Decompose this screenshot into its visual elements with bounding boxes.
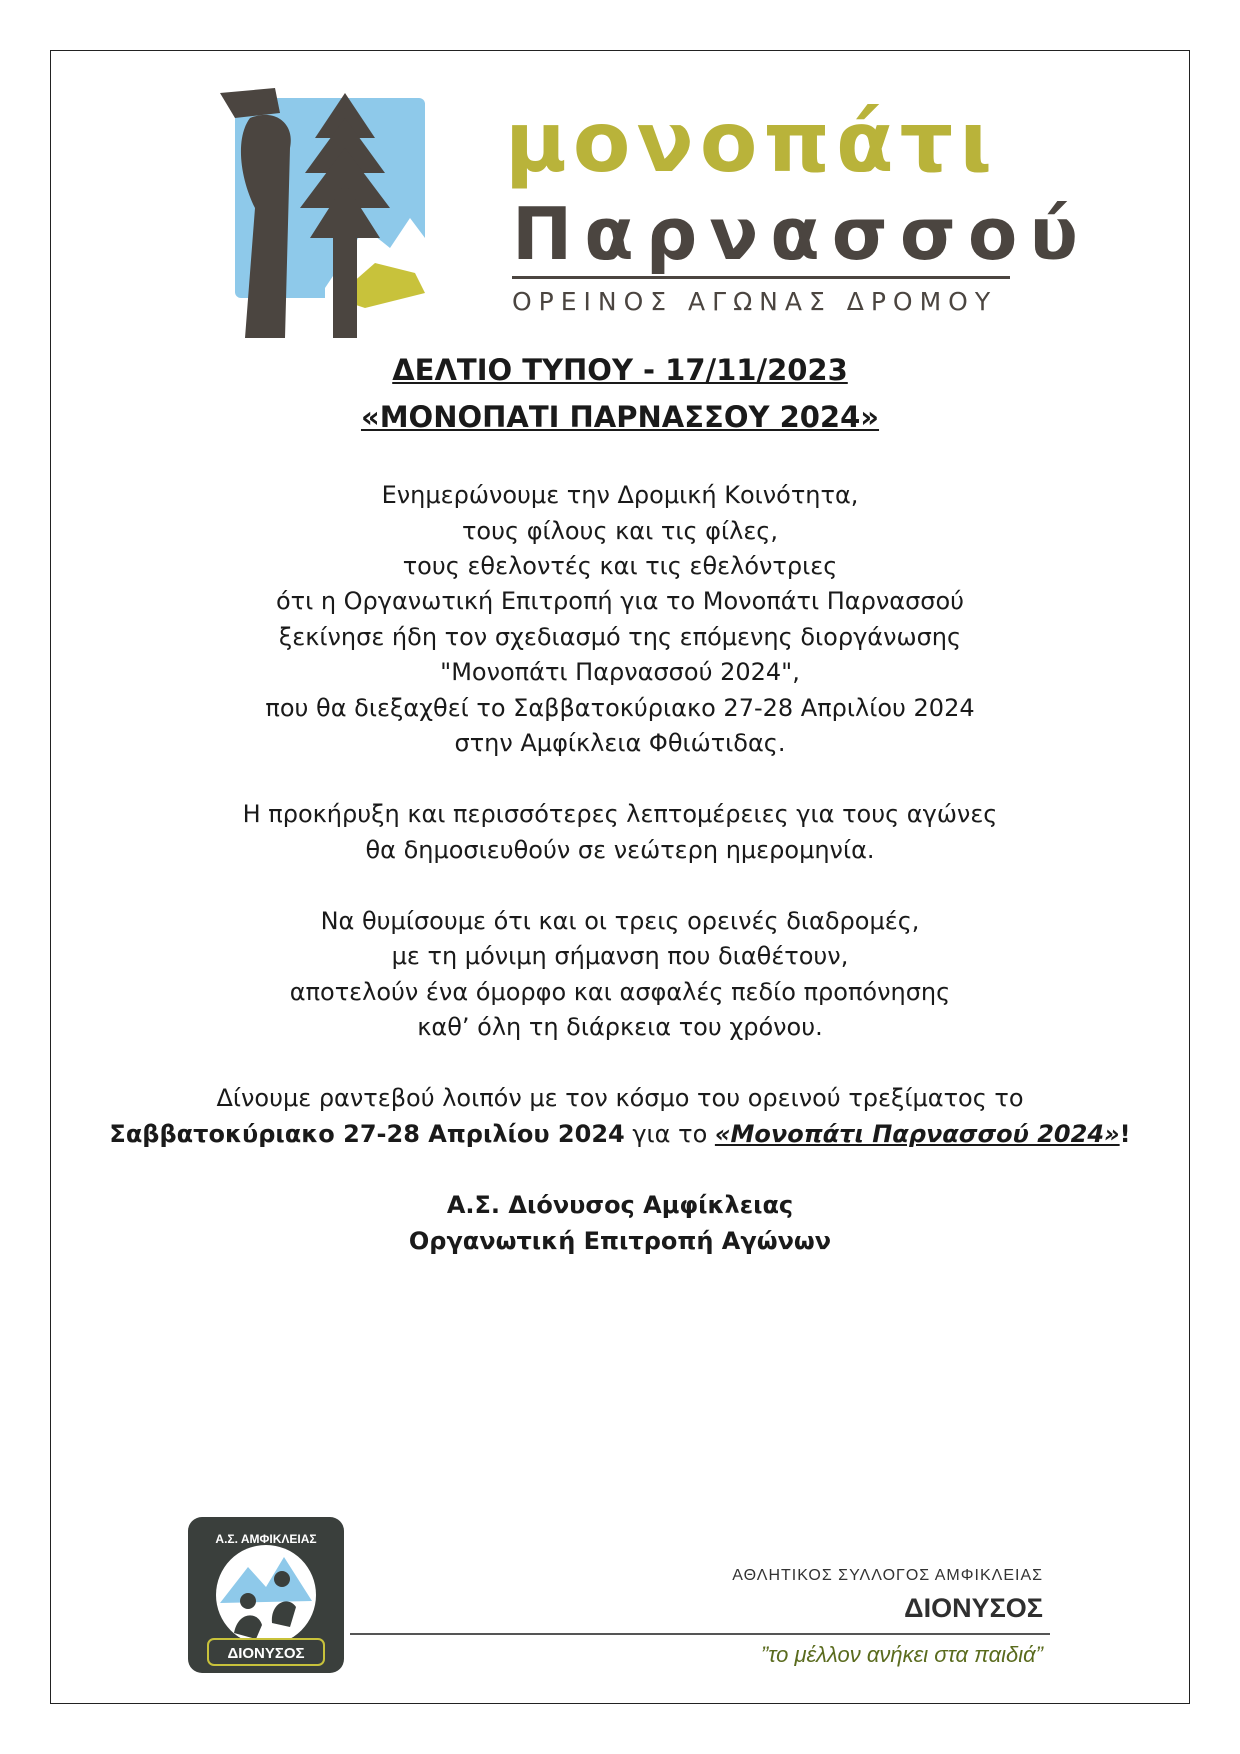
paragraph-line: στην Αμφίκλεια Φθιώτιδας. bbox=[454, 729, 786, 757]
paragraph-line: ότι η Οργανωτική Επιτροπή για το Μονοπάτι Παρνασσού bbox=[275, 587, 965, 615]
paragraph-line: καθ’ όλη τη διάρκεια του χρόνου. bbox=[417, 1013, 823, 1041]
event-title: «ΜΟΝΟΠΑΤΙ ΠΑΡΝΑΣΣΟΥ 2024» bbox=[360, 400, 880, 434]
paragraph-line: τους εθελοντές και τις εθελόντριες bbox=[402, 552, 838, 580]
paragraph-line: "Μονοπάτι Παρνασσού 2024", bbox=[440, 658, 800, 686]
paragraph-line: Ενημερώνουμε την Δρομική Κοινότητα, bbox=[381, 481, 859, 509]
press-release-title: ΔΕΛΤΙΟ ΤΥΠΟΥ - 17/11/2023 bbox=[392, 353, 848, 387]
paragraph-line: Δίνουμε ραντεβού λοιπόν με τον κόσμο του ορεινού τρεξίματος το bbox=[216, 1084, 1024, 1112]
signature-committee: Οργανωτική Επιτροπή Αγώνων bbox=[408, 1227, 832, 1255]
paragraph-line: τους φίλους και τις φίλες, bbox=[461, 517, 779, 545]
badge-name-text: ΔΙΟΝΥΣΟΣ bbox=[227, 1645, 305, 1662]
logo-title-parnassou: Παρνασσού bbox=[512, 192, 1091, 276]
footer-divider bbox=[350, 1633, 1050, 1635]
paragraph-line: Η προκήρυξη και περισσότερες λεπτομέρειες για τους αγώνες bbox=[242, 800, 998, 828]
paragraph-line-mixed bbox=[0, 1122, 1240, 1146]
logo-title-monopati: μονοπάτι bbox=[505, 93, 998, 191]
footer-slogan: ”το μέλλον ανήκει στα παιδιά” bbox=[760, 1642, 1043, 1667]
badge-arc-text: Α.Σ. ΑΜΦΙΚΛΕΙΑΣ bbox=[215, 1532, 317, 1546]
footer-club-short-name: ΔΙΟΝΥΣΟΣ bbox=[904, 1593, 1043, 1623]
event-dates-bold: Σαββατοκύριακο 27-28 Απριλίου 2024 bbox=[109, 1120, 625, 1148]
paragraph-line: θα δημοσιευθούν σε νεώτερη ημερομηνία. bbox=[365, 836, 875, 864]
paragraph-line: με τη μόνιμη σήμανση που διαθέτουν, bbox=[391, 942, 849, 970]
logo-divider bbox=[512, 276, 1010, 279]
paragraph-line: ξεκίνησε ήδη τον σχεδιασμό της επόμενης διοργάνωσης bbox=[278, 623, 962, 651]
logo-subtitle: ΟΡΕΙΝΟΣ ΑΓΩΝΑΣ ΔΡΟΜΟΥ bbox=[512, 287, 998, 316]
connector-text: για το bbox=[624, 1120, 715, 1148]
exclamation: ! bbox=[1119, 1120, 1131, 1148]
dionysos-club-badge-icon bbox=[186, 1515, 346, 1675]
event-name-highlight: «Μονοπάτι Παρνασσού 2024» bbox=[714, 1120, 1120, 1148]
paragraph-line: αποτελούν ένα όμορφο και ασφαλές πεδίο προπόνησης bbox=[289, 978, 951, 1006]
footer-club-full-name: ΑΘΛΗΤΙΚΟΣ ΣΥΛΛΟΓΟΣ ΑΜΦΙΚΛΕΙΑΣ bbox=[732, 1567, 1043, 1584]
paragraph-line: Να θυμίσουμε ότι και οι τρεις ορεινές διαδρομές, bbox=[320, 907, 920, 935]
paragraph-line: που θα διεξαχθεί το Σαββατοκύριακο 27-28 Απριλίου 2024 bbox=[265, 694, 975, 722]
parnassos-trees-logo-icon bbox=[215, 88, 445, 338]
signature-club: Α.Σ. Διόνυσος Αμφίκλειας bbox=[446, 1191, 794, 1219]
